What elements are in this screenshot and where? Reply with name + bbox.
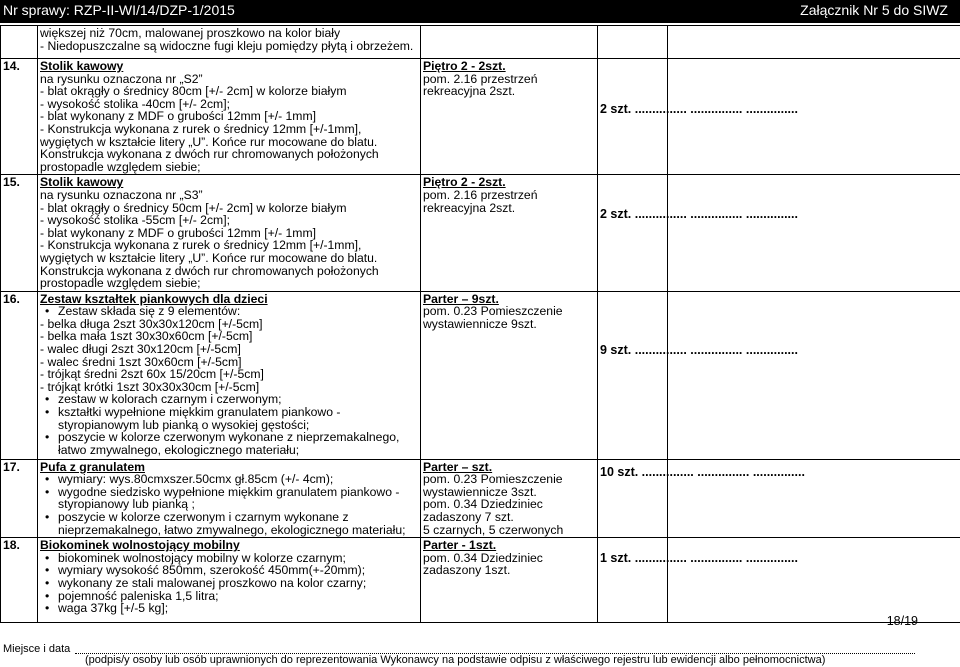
item-number: 17. xyxy=(1,459,38,538)
item-number: 18. xyxy=(1,538,38,623)
attachment-label: Załącznik Nr 5 do SIWZ xyxy=(800,2,948,18)
items-table xyxy=(0,25,960,623)
item-title: Pufa z granulatem xyxy=(40,459,145,474)
signature-caption: (podpis/y osoby lub osób uprawnionych do reprezentowania Wykonawcy na podstawie odpisu z właściwego rejestru lub ewidencji albo pełnomocnictwa) xyxy=(85,654,826,666)
signature-dotted-line xyxy=(75,643,915,654)
quantity-price-line: 10 szt. ............... ............... ............... xyxy=(600,465,805,479)
quantity-price-line: 2 szt. ............... ............... ............... xyxy=(600,207,798,221)
table-row xyxy=(1,175,960,291)
item-title: Biokominek wolnostojący mobilny xyxy=(40,538,240,553)
item-location: Piętro 2 - 2szt. pom. 2.16 przestrzeń rekreacyjna 2szt. xyxy=(421,175,598,291)
case-number: Nr sprawy: RZP-II-WI/14/DZP-1/2015 xyxy=(3,2,235,18)
table-row xyxy=(1,538,960,623)
quantity-price-line: 9 szt. ............... ............... ............... xyxy=(600,343,798,357)
item-location: Parter - 1szt. pom. 0.34 Dziedziniec zadaszony 1szt. xyxy=(421,538,598,623)
page-number: 18/19 xyxy=(886,614,918,628)
text-line: - Niedopuszczalne są widoczne fugi kleju pomiędzy płytą i obrzeżem. xyxy=(40,38,414,53)
table-row xyxy=(1,26,960,59)
table-row xyxy=(1,291,960,459)
item-number: 15. xyxy=(1,175,38,291)
item-description: Zestaw kształtek piankowych dla dzieci • Zestaw składa się z 9 elementów: - belka długa 2szt 30x30x120cm [+/-5cm] - belka mała 1szt 30x30x60cm [+/-5cm] - walec długi 2szt 30x120cm [+/-5cm] - walec średni 1szt 30x60cm [+/-5cm] - trójkąt średni 2szt 60x 15/20cm [+/-5cm] - trójkąt krótki 1szt 30x30x30cm [+/-5cm] • zestaw w kolorach czarnym i czerwonym; • kształtki wypełnione miękkim granulatem piankowo - styropianowym lub pianką o wysokiej gęstości; • poszycie w kolorze czerwonym wykonane z nieprzemakalnego, łatwo zmywalnego, ekologicznego materiału; xyxy=(38,291,421,459)
quantity-price-line: 1 szt. ............... ............... ............... xyxy=(600,551,798,565)
item-description: Stolik kawowy na rysunku oznaczona nr „S3” - blat okrągły o średnicy 50cm [+/- 2cm] w kolorze białym - wysokość stolika -55cm [+/- 2cm]; - blat wykonany z MDF o grubości 12mm [+/- 1mm] - Konstrukcja wykonana z rurek o średnicy 12mm [+/-1mm], wygiętych w kształcie litery „U”. Końce rur mocowane do blatu. Konstrukcja wykonana z dwóch rur chromowanych położonych prostopadle względem siebie; xyxy=(38,175,421,291)
table-row xyxy=(1,459,960,538)
item-location: Piętro 2 - 2szt. pom. 2.16 przestrzeń rekreacyjna 2szt. xyxy=(421,59,598,175)
item-number: 14. xyxy=(1,59,38,175)
document-header xyxy=(0,0,960,23)
item-location: Parter – szt. pom. 0.23 Pomieszczenie wystawiennicze 3szt. pom. 0.34 Dziedziniec zadaszony 7 szt. 5 czarnych, 5 czerwonych xyxy=(421,459,598,538)
place-date-label: Miejsce i data xyxy=(3,643,71,655)
text-line: większej niż 70cm, malowanej proszkowo na kolor biały xyxy=(40,26,341,40)
item-location: Parter – 9szt. pom. 0.23 Pomieszczenie wystawiennicze 9szt. xyxy=(421,291,598,459)
item-description: Pufa z granulatem • wymiary: wys.80cmxszer.50cmx gł.85cm (+/- 4cm); • wygodne siedzisko wypełnione miękkim granulatem piankowo - styropianowy lub pianką ; • poszycie w kolorze czerwonym i czarnym wykonane z nieprzemakalnego, łatwo zmywalnego, ekologicznego materiału; xyxy=(38,459,421,538)
continuation-text xyxy=(38,26,421,59)
item-description: Stolik kawowy na rysunku oznaczona nr „S2” - blat okrągły o średnicy 80cm [+/- 2cm] w kolorze białym - wysokość stolika -40cm [+/- 2cm]; - blat wykonany z MDF o grubości 12mm [+/- 1mm] - Konstrukcja wykonana z rurek o średnicy 12mm [+/-1mm], wygiętych w kształcie litery „U”. Końce rur mocowane do blatu. Konstrukcja wykonana z dwóch rur chromowanych położonych prostopadle względem siebie; xyxy=(38,59,421,175)
item-title: Zestaw kształtek piankowych dla dzieci xyxy=(40,291,268,306)
item-number: 16. xyxy=(1,291,38,459)
table-row xyxy=(1,59,960,175)
item-description: Biokominek wolnostojący mobilny • biokominek wolnostojący mobilny w kolorze czarnym; • wymiary wysokość 850mm, szerokość 450mm(+-20mm); • wykonany ze stali malowanej proszkowo na kolor czarny; • pojemność paleniska 1,5 litra; • waga 37kg [+/-5 kg]; xyxy=(38,538,421,623)
item-title: Stolik kawowy xyxy=(40,59,124,73)
quantity-price-line: 2 szt. ............... ............... ............... xyxy=(600,102,798,116)
item-title: Stolik kawowy xyxy=(40,175,124,190)
